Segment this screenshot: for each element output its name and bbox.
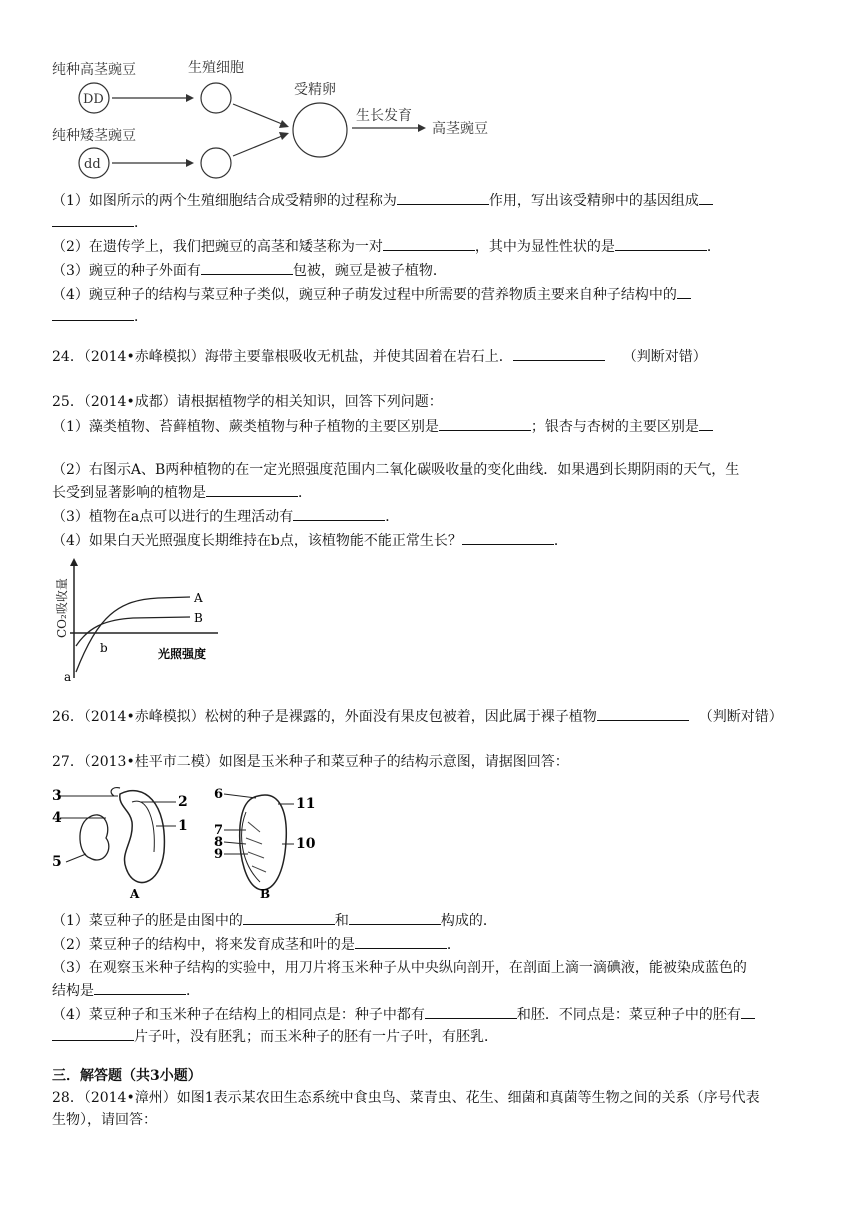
section3-title: 三．解答题（共3小题） (52, 1068, 202, 1084)
q23-line1: （1）如图所示的两个生殖细胞结合成受精卵的过程称为 作用，写出该受精卵中的基因组成 (52, 190, 713, 211)
seed-label-7: 7 (214, 823, 224, 838)
fertilized-egg-label: 受精卵 (294, 82, 336, 98)
figure-b-label: B (260, 887, 271, 901)
q27-line4-cont: 片子叶，没有胚乳；而玉米种子的胚有一片子叶，有胚乳． (52, 1026, 498, 1047)
q28-line1: 28．（2014•漳州）如图1表示某农田生态系统中食虫鸟、菜青虫、花生、细菌和真菌等生物之间的关系（序号代表 (52, 1090, 760, 1106)
q23-line3: （3）豌豆的种子外面有 包被，豌豆是被子植物． (52, 260, 447, 281)
curve-b-label: B (194, 611, 203, 625)
seed-label-3: 3 (52, 788, 62, 804)
seed-label-8: 8 (214, 835, 224, 850)
seed-label-5: 5 (52, 854, 62, 870)
pure-tall-label: 纯种高茎豌豆 (52, 62, 136, 78)
q23-line4: （4）豌豆种子的结构与菜豆种子类似，豌豆种子萌发过程中所需要的营养物质主要来自种子结构中的 (52, 284, 691, 305)
gene-short: dd (84, 157, 101, 172)
figure-a-label: A (130, 887, 140, 901)
seed-label-9: 9 (214, 847, 224, 862)
germ-cell-top (201, 83, 231, 113)
curve-a-label: A (194, 591, 203, 605)
curve-b (76, 617, 190, 646)
chart-xlabel: 光照强度 (158, 647, 207, 661)
q27-line3-cont: 结构是 ． (52, 980, 200, 1001)
q24: 24．（2014•赤峰模拟）海带主要靠根吸收无机盐，并使其固着在岩石上． （判断对错） (52, 346, 707, 367)
q27-head: 27．（2013•桂平市二模）如图是玉米种子和菜豆种子的结构示意图，请据图回答： (52, 754, 569, 770)
q25-line2: （2）右图示A、B两种植物的在一定光照强度范围内二氧化碳吸收量的变化曲线．如果遇到长期阴雨的天气，生 (52, 462, 740, 478)
fertilization-diagram (48, 52, 528, 187)
grow-label: 生长发育 (356, 108, 412, 124)
gene-tall: DD (83, 92, 104, 107)
q27-line1: （1）菜豆种子的胚是由图中的 和 构成的． (52, 910, 497, 931)
co2-curve-chart (48, 556, 248, 686)
q25-line2-cont: 长受到显著影响的植物是 ． (52, 482, 312, 503)
result-label: 高茎豌豆 (432, 121, 488, 137)
germ-cell-label: 生殖细胞 (188, 60, 244, 76)
seed-label-4: 4 (52, 810, 62, 826)
q23-line4-cont: ． (52, 306, 148, 327)
q25-line3: （3）植物在a点可以进行的生理活动有 ． (52, 506, 399, 527)
seed-label-10: 10 (296, 836, 316, 852)
fertilized-egg-circle (293, 103, 347, 157)
germ-cell-bottom (201, 148, 231, 178)
seed-label-6: 6 (214, 787, 224, 802)
seed-label-1: 1 (178, 818, 188, 834)
point-b-label: b (100, 641, 108, 655)
q25-head: 25．（2014•成都）请根据植物学的相关知识，回答下列问题： (52, 394, 443, 410)
q23-line2: （2）在遗传学上，我们把豌豆的高茎和矮茎称为一对 ，其中为显性性状的是 ． (52, 236, 721, 257)
q27-line3: （3）在观察玉米种子结构的实验中，用刀片将玉米种子从中央纵向剖开，在剖面上滴一滴碘液，能被染成蓝色的 (52, 960, 747, 976)
seed-label-2: 2 (178, 794, 188, 810)
q27-line4: （4）菜豆种子和玉米种子在结构上的相同点是：种子中都有 和胚．不同点是：菜豆种子中的胚有 (52, 1004, 755, 1025)
q26: 26．（2014•赤峰模拟）松树的种子是裸露的，外面没有果皮包被着，因此属于裸子植物 （判断对错） (52, 706, 783, 727)
chart-ylabel: CO₂吸收量 (55, 578, 69, 638)
seed-structure-diagram (48, 782, 338, 902)
q27-line2: （2）菜豆种子的结构中，将来发育成茎和叶的是 ． (52, 934, 461, 955)
seed-label-11: 11 (296, 796, 316, 812)
q25-line1: （1）藻类植物、苔藓植物、蕨类植物与种子植物的主要区别是 ；银杏与杏树的主要区别是 (52, 416, 713, 437)
point-a-label: a (64, 670, 72, 684)
q25-line4: （4）如果白天光照强度长期维持在b点，该植物能不能正常生长？ ． (52, 530, 568, 551)
q28-line2: 生物），请回答： (52, 1112, 157, 1128)
q23-line1-cont: ． (52, 212, 148, 233)
pure-short-label: 纯种矮茎豌豆 (52, 128, 136, 144)
